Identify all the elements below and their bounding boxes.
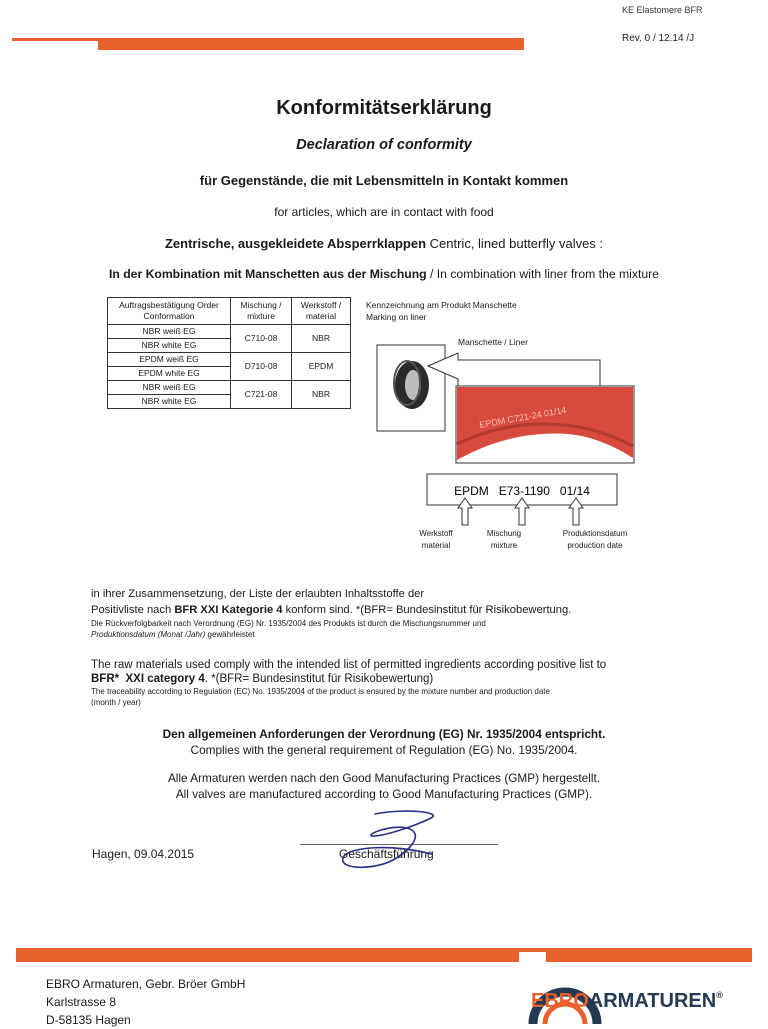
combination-line: In der Kombination mit Manschetten aus der Mischung / In combination with liner from the mixture xyxy=(109,267,659,281)
table-row: NBR weiß EG C710-08 NBR xyxy=(108,325,351,339)
paragraph-german: in ihrer Zusammensetzung, der Liste der erlaubten Inhaltsstoffe der Positivliste nach BFR XXI Kategorie 4 konform sind. *(BFR= Bundesinstitut für Risikobewertung. Die Rückverfolgbarkeit nach Verordnung (EG) Nr. 1935/2004 des Produkts ist durch die Mischungsnummer und Produktionsdatum (Monat /Jahr) gewährleistet xyxy=(91,588,572,639)
mixture-cell: C710-08 xyxy=(231,325,292,353)
material-cell: EPDM xyxy=(292,353,351,381)
table-row: NBR weiß EG C721-08 NBR xyxy=(108,381,351,395)
page-subtitle: Declaration of conformity xyxy=(296,137,472,153)
liner-label: Manschette / Liner xyxy=(458,337,528,347)
table-row: NBR white EG xyxy=(108,339,351,353)
header-material: Werkstoff / material xyxy=(292,298,351,325)
paragraph-english: The raw materials used comply with the intended list of permitted ingredients according positive list to BFR* XXI category 4. *(BFR= Bundesinstitut für Risikobewertung) The traceability according to Regulation (EC) No. 1935/2004 of the product is ensured by the mixture number and production date (month / year) xyxy=(91,659,607,707)
table-header-row xyxy=(108,298,351,325)
company-address: EBRO Armaturen, Gebr. Bröer GmbH Karlstrasse 8 D-58135 Hagen xyxy=(46,977,246,1027)
mixture-table xyxy=(107,297,351,409)
product-english: Centric, lined butterfly valves : xyxy=(429,236,604,251)
marking-title: Kennzeichnung am Produkt Manschette Marking on liner xyxy=(366,300,517,322)
combination-german: In der Kombination mit Manschetten aus der Mischung xyxy=(109,267,427,281)
pointer-arrow xyxy=(428,353,600,388)
label-material: Werkstoff material xyxy=(419,529,453,550)
table-row: EPDM weiß EG D710-08 EPDM xyxy=(108,353,351,367)
product-german: Zentrische, ausgekleidete Absperrklappen xyxy=(164,236,427,251)
subject-german: für Gegenstände, die mit Lebensmitteln in Kontakt kommen xyxy=(199,173,569,188)
material-cell: NBR xyxy=(292,325,351,353)
code-box-text: EPDM E73-1190 01/14 xyxy=(454,484,590,498)
header-order: Auftragsbestätigung Order Conformation xyxy=(108,298,231,325)
gmp-statement: Alle Armaturen werden nach den Good Manufacturing Practices (GMP) hergestellt. All valves are manufactured according to Good Manufacturing Practices (GMP). xyxy=(167,771,601,801)
mixture-cell: D710-08 xyxy=(231,353,292,381)
table-row: NBR white EG xyxy=(108,395,351,409)
page-title: Konformitätserklärung xyxy=(276,97,492,119)
label-production-date: Produktionsdatum production date xyxy=(562,529,628,550)
subject-english: for articles, which are in contact with food xyxy=(274,205,494,219)
top-accent-bar xyxy=(12,38,524,50)
combination-english: In combination with liner from the mixture xyxy=(436,267,659,281)
table-row: EPDM white EG xyxy=(108,367,351,381)
bottom-accent-bar xyxy=(16,948,752,964)
company-logo: EBROARMATUREN® xyxy=(531,990,723,1012)
product-line xyxy=(0,236,768,251)
material-cell: NBR xyxy=(292,381,351,409)
revision-label: Rev. 0 / 12.14 /J xyxy=(622,33,695,44)
signature-scribble xyxy=(335,806,455,876)
mixture-cell: C721-08 xyxy=(231,381,292,409)
signatory-role: Geschäftsführung xyxy=(339,847,434,861)
header-mixture: Mischung / mixture xyxy=(231,298,292,325)
place-date: Hagen, 09.04.2015 xyxy=(92,847,195,861)
document-code: KE Elastomere BFR xyxy=(622,5,703,15)
closeup-marking-text: EPDM C721-24 01/14 xyxy=(478,404,568,430)
label-mixture: Mischung mixture xyxy=(486,529,522,550)
regulation-statement: Den allgemeinen Anforderungen der Verordnung (EG) Nr. 1935/2004 entspricht. Complies with the general requirement of Regulation (EG) No. 1935/2004. xyxy=(162,727,606,757)
